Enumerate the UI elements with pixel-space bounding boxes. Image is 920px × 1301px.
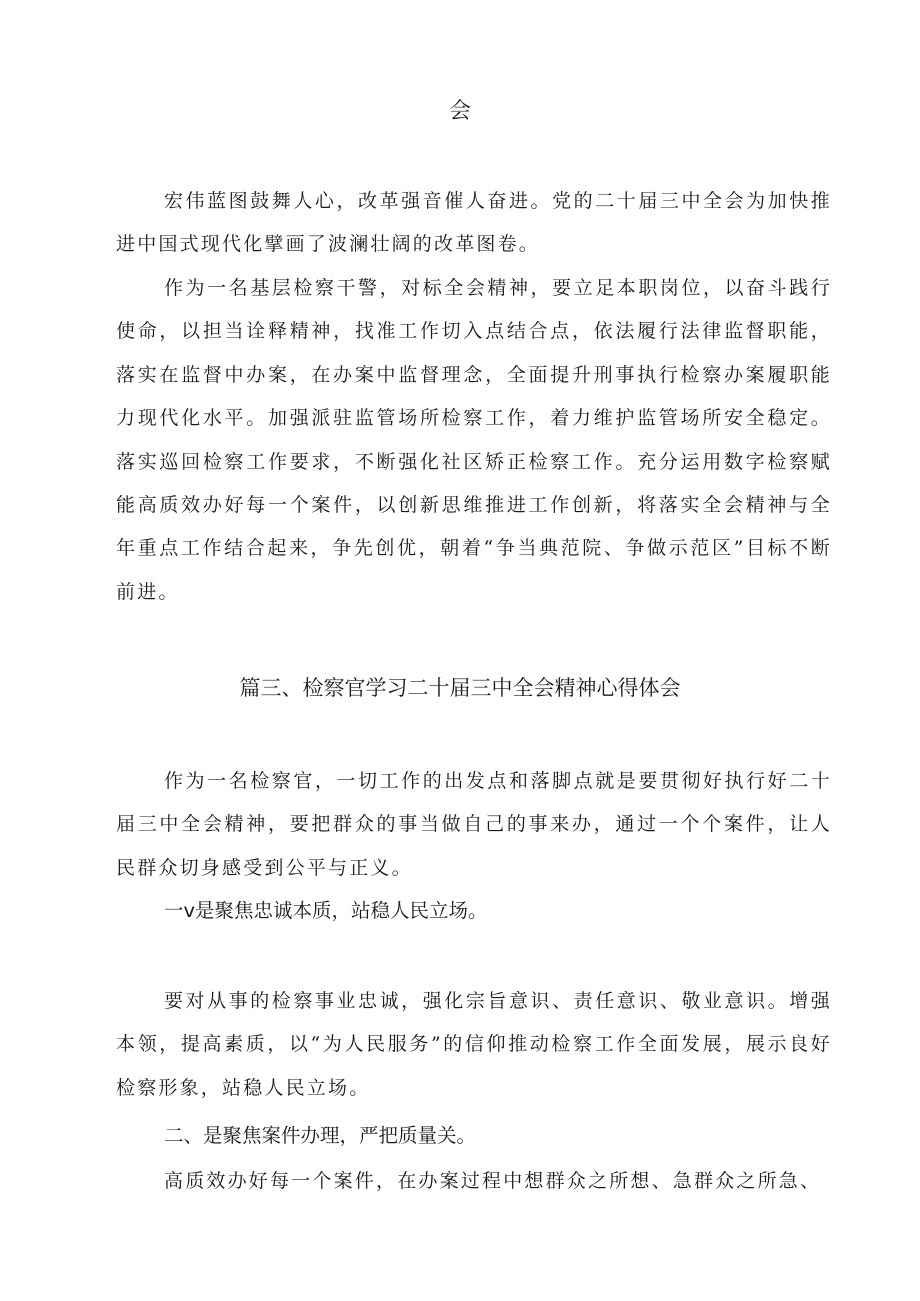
point-2-heading: 二、是聚焦案件办理，严把质量关。 [164,1124,477,1147]
document-title-tail: 会 [448,99,471,124]
section-intro-paragraph: 作为一名检察官，一切工作的出发点和落脚点就是要贯彻好执行好二十届三中全会精神，要把群众的事当做自己的事来办，通过一个个案件，让人民群众切身感受到公平与正义。 [116,770,832,879]
section-title: 篇三、检察官学习二十届三中全会精神心得体会 [239,676,681,700]
paragraph-1: 宏伟蓝图鼓舞人心，改革强音催人奋进。党的二十届三中全会为加快推进中国式现代化擘画了波澜壮阔的改革图卷。 [116,190,832,256]
paragraph-2: 作为一名基层检察干警，对标全会精神，要立足本职岗位，以奋斗践行使命，以担当诠释精神，找准工作切入点结合点，依法履行法律监督职能，落实在监督中办案，在办案中监督理念，全面提升刑事执行检察办案履职能力现代化水平。加强派驻监管场所检察工作，着力维护监管场所安全稳定。落实巡回检察工作要求，不断强化社区矫正检察工作。充分运用数字检察赋能高质效办好每一个案件，以创新思维推进工作创新，将落实全会精神与全年重点工作结合起来，争先创优，朝着“争当典范院、争做示范区”目标不断前进。 [116,277,832,603]
point-1-body: 要对从事的检察事业忠诚，强化宗旨意识、责任意识、敬业意识。增强本领，提高素质，以“为人民服务”的信仰推动检察工作全面发展，展示良好检察形象，站稳人民立场。 [116,990,832,1099]
point-1-heading: 一v是聚焦忠诚本质，站稳人民立场。 [164,899,488,922]
point-2-body: 高质效办好每一个案件，在办案过程中想群众之所想、急群众之所急、 [164,1170,822,1192]
